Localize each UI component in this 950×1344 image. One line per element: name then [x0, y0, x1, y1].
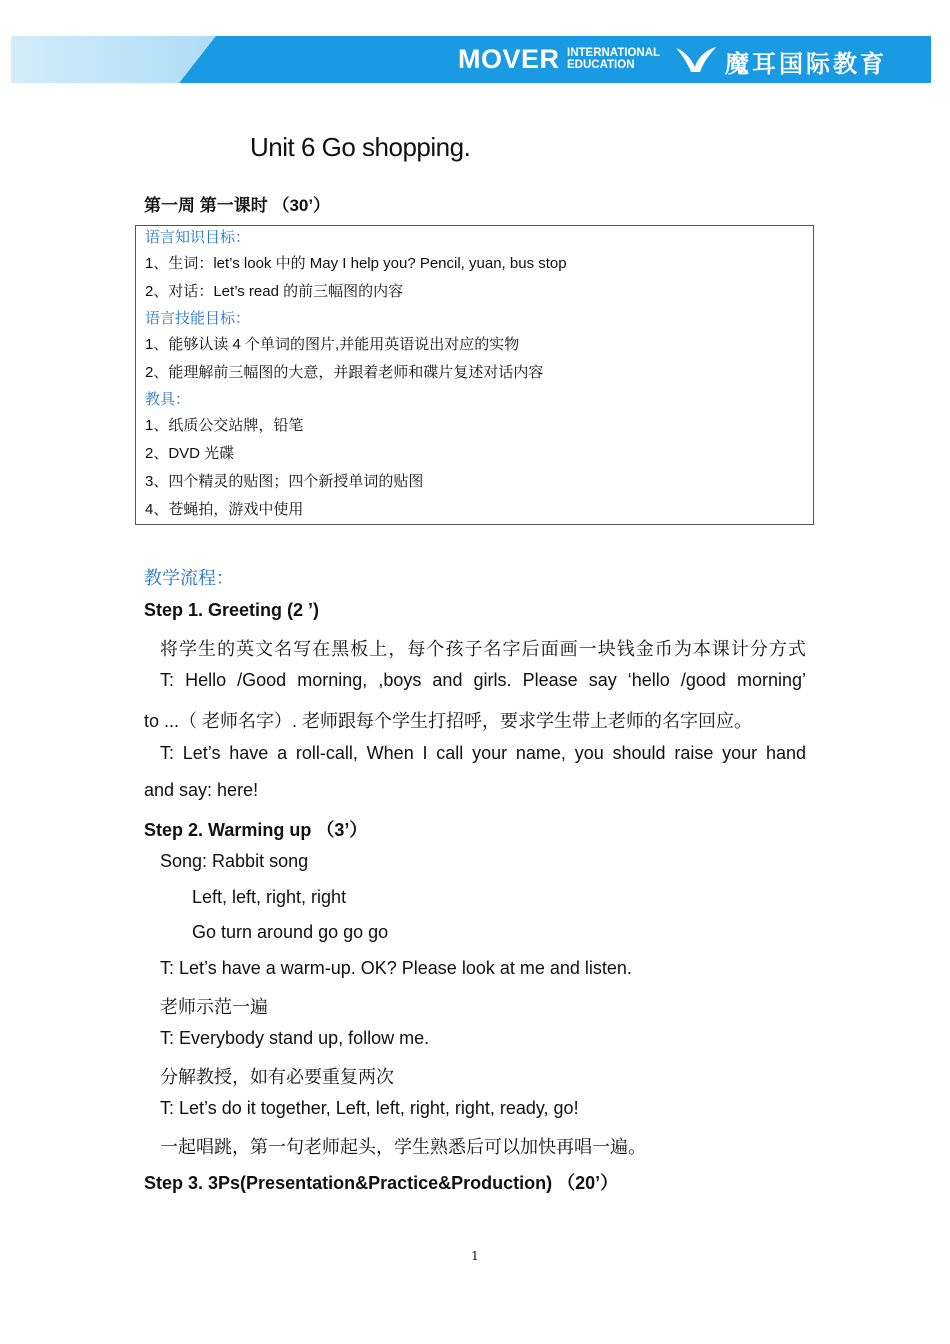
bird-logo-icon — [674, 45, 718, 75]
step1-line: 将学生的英文名写在黑板上，每个孩子名字后面画一块钱金币为本课计分方式 — [160, 639, 806, 659]
step2-line: 一起唱跳，第一句老师起头，学生熟悉后可以加快再唱一遍。 — [160, 1137, 646, 1157]
lang-knowledge-heading: 语言知识目标： — [145, 229, 251, 246]
step1-line: to ...（ 老师名字）. 老师跟每个学生打招呼，要求学生带上老师的名字回应。 — [144, 711, 753, 731]
brand-subtitle-line2: EDUCATION — [567, 59, 635, 71]
step1-line: T: Hello /Good morning, ,boys and girls. Please say ‘hello /good morning’ — [160, 670, 806, 690]
song-lyric: Left, left, right, right — [192, 887, 347, 907]
tools-heading: 教具： — [145, 391, 191, 408]
tools-item: 4、苍蝇拍，游戏中使用 — [145, 501, 304, 518]
brand-chinese-name: 魔耳国际教育 — [725, 50, 887, 78]
step2-line: T: Let’s do it together, Left, left, right, right, ready, go! — [160, 1098, 579, 1118]
tools-item: 2、DVD 光碟 — [145, 445, 235, 462]
step2-line: 老师示范一遍 — [160, 997, 268, 1017]
song-lyric: Go turn around go go go — [192, 922, 389, 942]
step1-line: T: Let’s have a roll-call, When I call your name, you should raise your hand — [160, 743, 806, 763]
tools-item: 1、纸质公交站牌，铅笔 — [145, 417, 304, 434]
goals-table — [135, 225, 814, 525]
brand-subtitle — [567, 47, 660, 71]
step1-title: Step 1. Greeting (2 ’) — [144, 600, 320, 620]
brand-logo-text: MOVER — [458, 44, 560, 74]
lang-skill-item: 1、能够认读 4 个单词的图片,并能用英语说出对应的实物 — [145, 336, 520, 353]
step2-line: 分解教授，如有必要重复两次 — [160, 1067, 394, 1087]
page-number: 1 — [471, 1249, 479, 1263]
lesson-week-line: 第一周 第一课时 （30’） — [144, 196, 331, 215]
flow-heading: 教学流程： — [144, 568, 234, 588]
step2-line: T: Let’s have a warm-up. OK? Please look at me and listen. — [160, 958, 632, 978]
lang-knowledge-item: 2、对话：Let’s read 的前三幅图的内容 — [145, 283, 404, 300]
header-banner — [11, 36, 931, 83]
step1-line: and say: here! — [144, 780, 259, 800]
song-title: Song: Rabbit song — [160, 851, 309, 871]
lang-skill-heading: 语言技能目标： — [145, 310, 251, 327]
document-title: Unit 6 Go shopping. — [250, 132, 471, 162]
brand-subtitle-line1: INTERNATIONAL — [567, 47, 661, 59]
step3-title: Step 3. 3Ps(Presentation&Practice&Production) （20’） — [144, 1173, 619, 1193]
header-light-stripe — [11, 36, 216, 83]
tools-item: 3、四个精灵的贴图；四个新授单词的贴图 — [145, 473, 424, 490]
step2-line: T: Everybody stand up, follow me. — [160, 1028, 430, 1048]
step2-title: Step 2. Warming up （3’） — [144, 820, 368, 840]
lang-knowledge-item: 1、生词：let’s look 中的 May I help you? Pencil, yuan, bus stop — [145, 255, 567, 272]
lang-skill-item: 2、能理解前三幅图的大意，并跟着老师和碟片复述对话内容 — [145, 364, 544, 381]
